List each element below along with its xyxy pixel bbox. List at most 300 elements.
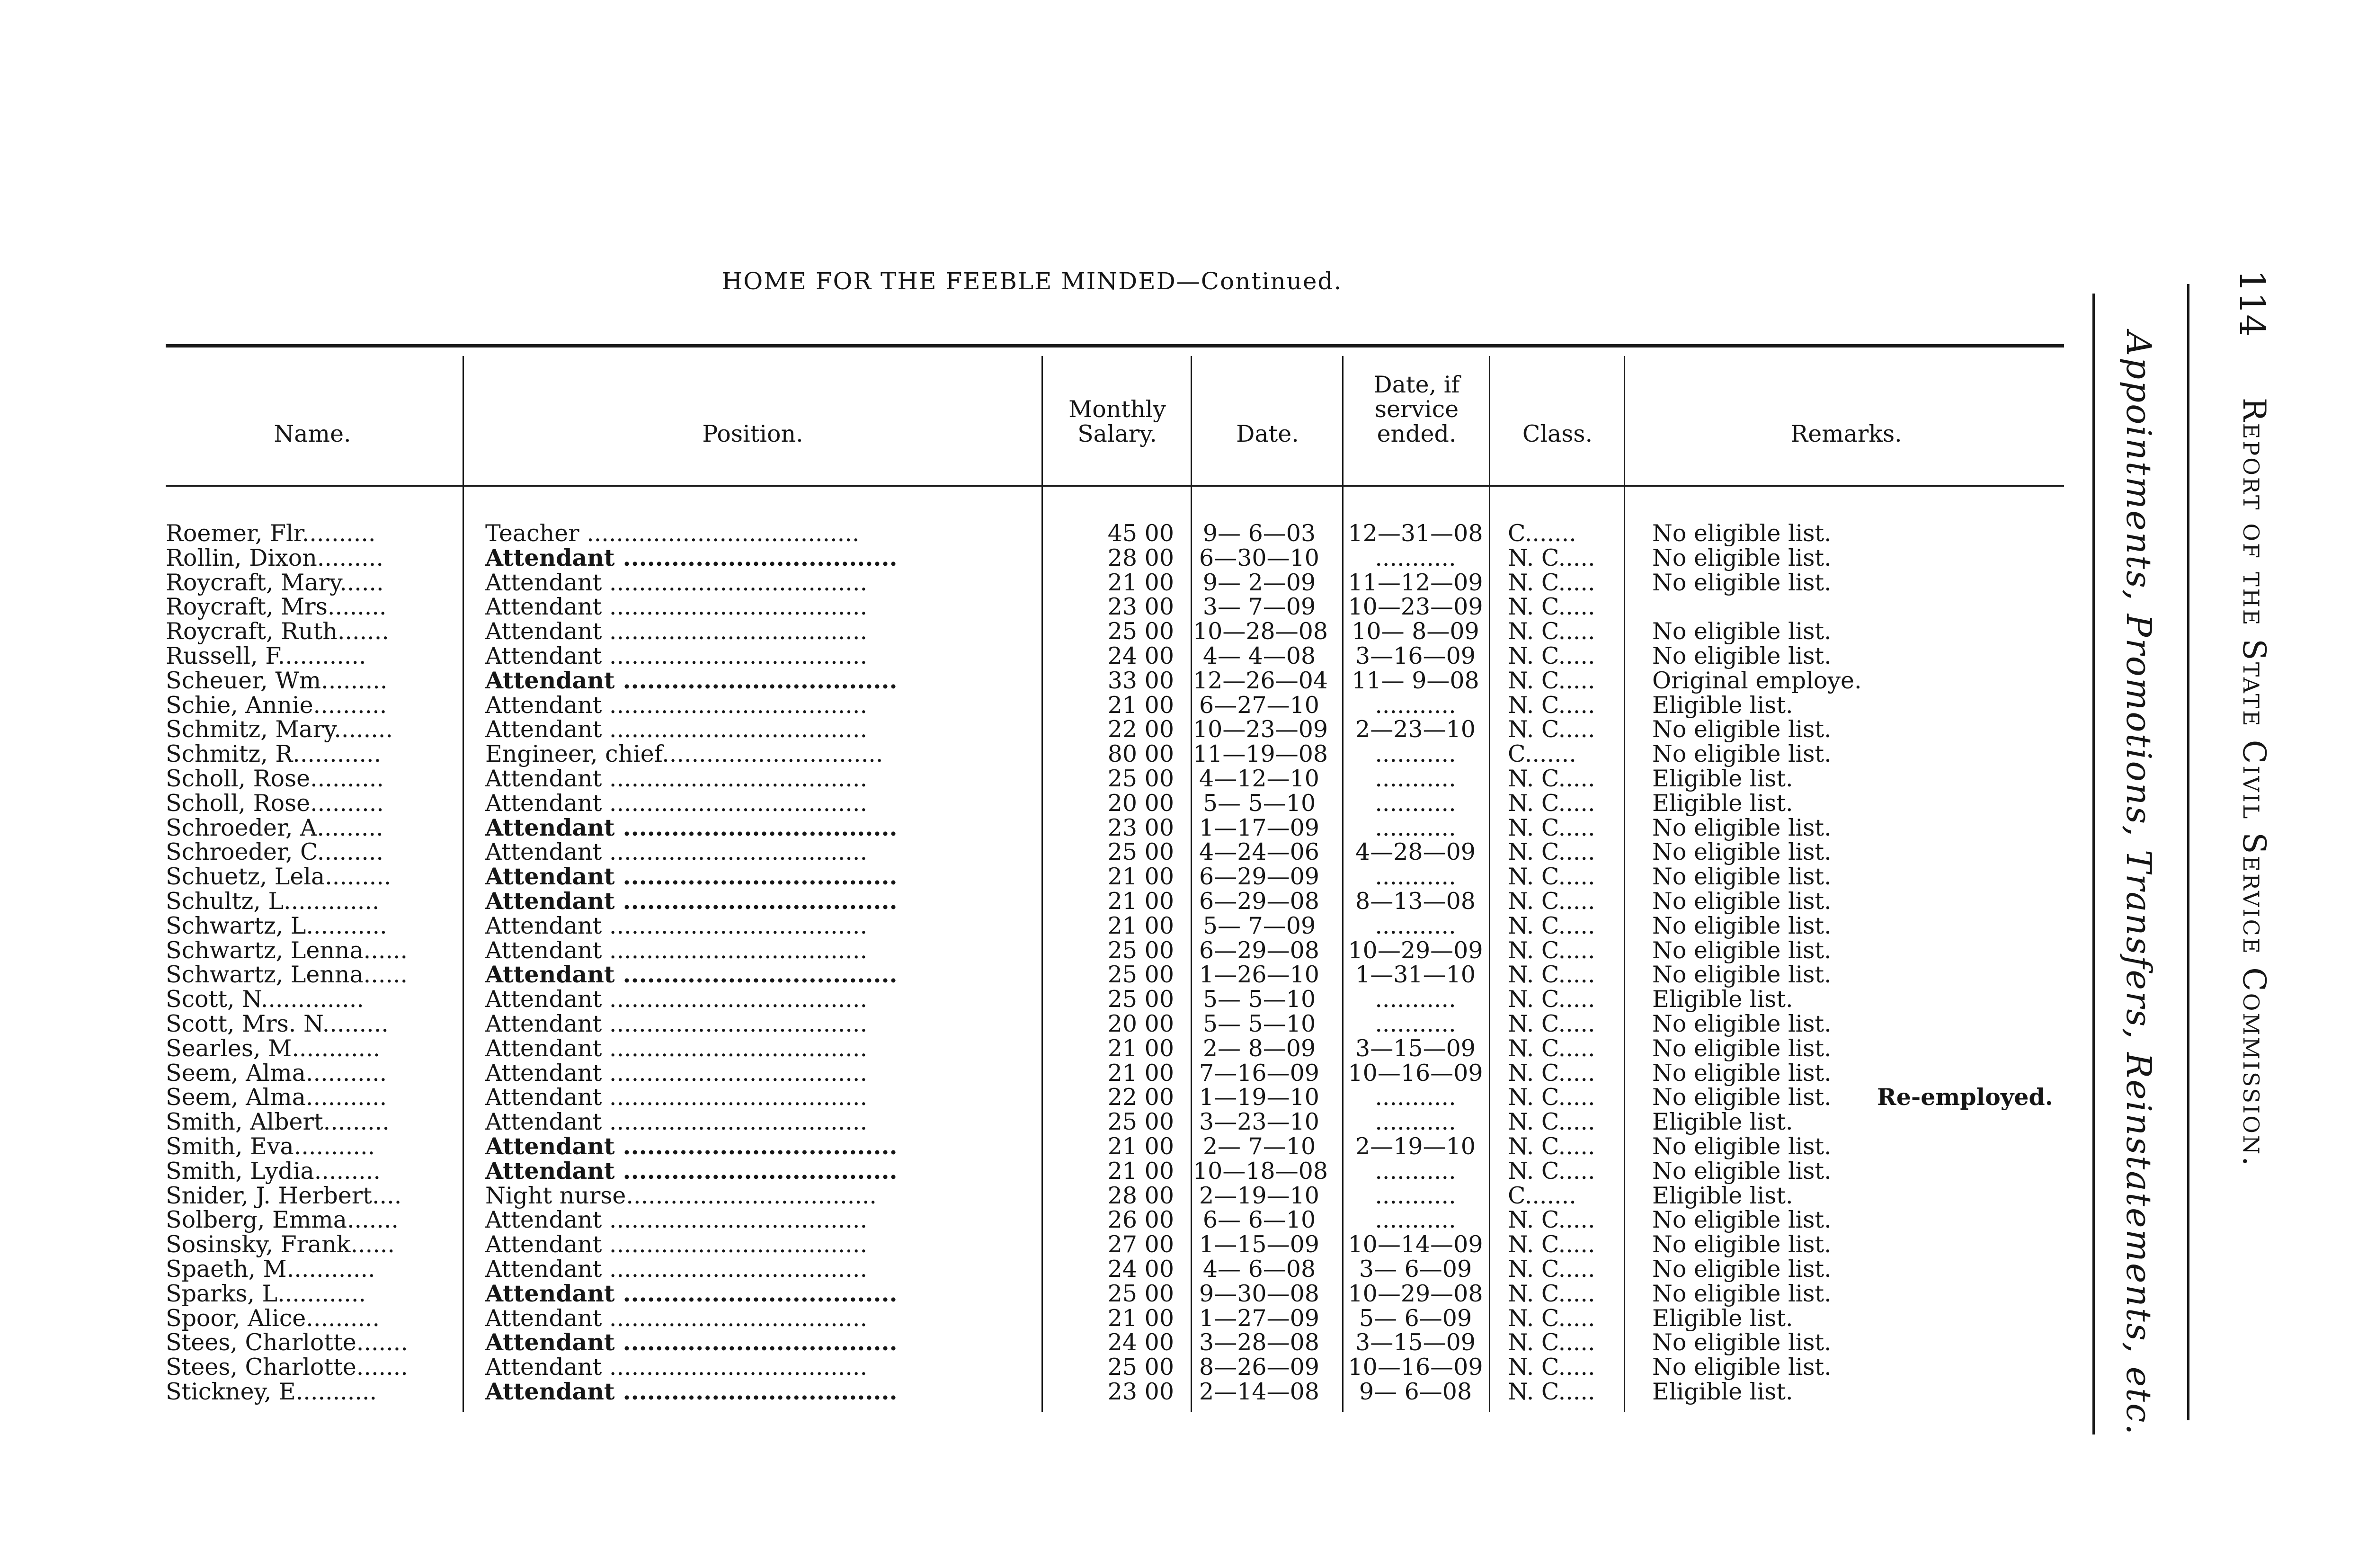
cell-date-service-ended: 12—31—08	[1348, 520, 1483, 547]
cell-date-service-ended: 2—23—10	[1355, 716, 1476, 743]
cell-class: C.......	[1508, 520, 1576, 547]
cell-date-service-ended: ...........	[1375, 863, 1456, 891]
cell-monthly-salary: 21 00	[1107, 1132, 1174, 1160]
cell-date: 1—26—10	[1199, 961, 1319, 989]
cell-monthly-salary: 25 00	[1107, 1354, 1174, 1381]
cell-date-service-ended: ...........	[1375, 814, 1456, 841]
cell-employee-name: Rollin, Dixon.........	[166, 544, 383, 571]
cell-date-service-ended: 11—12—09	[1348, 569, 1483, 596]
table-body	[0, 521, 2083, 1404]
cell-class: N. C.....	[1508, 986, 1595, 1013]
cell-monthly-salary: 80 00	[1107, 740, 1174, 768]
cell-position: Attendant ...................................	[485, 1231, 868, 1258]
cell-date-service-ended: ...........	[1375, 691, 1456, 719]
cell-class: N. C.....	[1508, 765, 1595, 792]
cell-employee-name: Roemer, Flr..........	[166, 520, 376, 547]
cell-monthly-salary: 33 00	[1107, 667, 1174, 694]
cell-position: Attendant ...................................	[485, 1108, 868, 1136]
cell-remarks: No eligible list.	[1652, 1084, 1832, 1111]
cell-employee-name: Scholl, Rose..........	[166, 789, 384, 817]
table-row	[0, 1085, 2083, 1110]
cell-date-service-ended: ...........	[1375, 544, 1456, 571]
cell-date-service-ended: ...........	[1375, 740, 1456, 768]
cell-date-service-ended: 10— 8—09	[1352, 618, 1479, 645]
page-title: HOME FOR THE FEEBLE MINDED—Continued.	[721, 267, 1343, 295]
cell-position: Attendant ...................................	[485, 642, 868, 669]
cell-remarks: No eligible list.	[1652, 961, 1832, 989]
cell-position: Attendant ...................................	[485, 1034, 868, 1062]
cell-class: N. C.....	[1508, 667, 1595, 694]
cell-class: N. C.....	[1508, 544, 1595, 571]
table-row	[0, 938, 2083, 963]
cell-monthly-salary: 21 00	[1107, 1157, 1174, 1185]
cell-remarks: No eligible list.	[1652, 1157, 1832, 1185]
cell-employee-name: Stickney, E...........	[166, 1378, 377, 1405]
cell-position: Attendant ...................................	[485, 691, 868, 719]
cell-remarks: No eligible list.	[1652, 936, 1832, 964]
cell-remarks: No eligible list.	[1652, 887, 1832, 915]
cell-remarks: No eligible list.	[1652, 544, 1832, 571]
cell-monthly-salary: 24 00	[1107, 1329, 1174, 1356]
cell-date: 3—23—10	[1199, 1108, 1319, 1136]
header-ended-line1: Date, if	[1373, 371, 1460, 398]
cell-remarks: No eligible list.	[1652, 814, 1832, 841]
cell-position: Attendant ..................................	[485, 666, 898, 694]
cell-class: N. C.....	[1508, 912, 1595, 939]
cell-employee-name: Roycraft, Mary......	[166, 569, 384, 596]
cell-monthly-salary: 21 00	[1107, 691, 1174, 719]
cell-employee-name: Roycraft, Ruth.......	[166, 618, 389, 645]
cell-remarks: No eligible list.	[1652, 1231, 1832, 1258]
cell-date-service-ended: 10—29—09	[1348, 936, 1483, 964]
table-row	[0, 864, 2083, 889]
cell-monthly-salary: 23 00	[1107, 593, 1174, 621]
cell-employee-name: Schmitz, R............	[166, 740, 382, 768]
cell-position: Attendant ...................................	[485, 716, 868, 743]
cell-employee-name: Russell, F............	[166, 642, 366, 669]
header-salary-line2: Salary.	[1077, 420, 1157, 447]
cell-date-service-ended: ...........	[1375, 1108, 1456, 1136]
cell-monthly-salary: 25 00	[1107, 1108, 1174, 1136]
cell-date-service-ended: ...........	[1375, 1182, 1456, 1209]
header-remarks: Remarks.	[1790, 420, 1902, 447]
cell-employee-name: Scott, Mrs. N.........	[166, 1010, 389, 1037]
cell-position: Attendant ...................................	[485, 1084, 868, 1111]
cell-date: 3—28—08	[1199, 1329, 1319, 1356]
cell-position: Attendant ..................................	[485, 813, 898, 841]
cell-class: N. C.....	[1508, 1108, 1595, 1136]
table-row	[0, 1159, 2083, 1184]
cell-date: 1—15—09	[1199, 1231, 1319, 1258]
cell-remarks: No eligible list.	[1652, 1280, 1832, 1307]
cell-monthly-salary: 23 00	[1107, 1378, 1174, 1405]
cell-date: 4— 4—08	[1202, 642, 1316, 669]
cell-employee-name: Spoor, Alice..........	[166, 1304, 380, 1332]
cell-remarks: Eligible list.	[1652, 1182, 1793, 1209]
cell-position: Attendant ...................................	[485, 1255, 868, 1283]
margin-rule	[2092, 294, 2095, 1434]
cell-monthly-salary: 22 00	[1107, 716, 1174, 743]
table-row	[0, 644, 2083, 668]
cell-monthly-salary: 22 00	[1107, 1084, 1174, 1111]
cell-position: Attendant ...................................	[485, 986, 868, 1013]
cell-monthly-salary: 21 00	[1107, 887, 1174, 915]
table-row	[0, 840, 2083, 864]
cell-remarks: No eligible list.	[1652, 1010, 1832, 1037]
cell-position: Attendant ..................................	[485, 863, 898, 891]
page-number: 114	[2232, 270, 2272, 337]
table-row	[0, 1061, 2083, 1086]
cell-class: N. C.....	[1508, 1132, 1595, 1160]
table-row	[0, 521, 2083, 546]
cell-date: 6—29—08	[1199, 936, 1319, 964]
cell-date: 4—12—10	[1199, 765, 1319, 792]
cell-date: 10—18—08	[1193, 1157, 1328, 1185]
table-row	[0, 962, 2083, 987]
table-row	[0, 1377, 2083, 1405]
table-row	[0, 889, 2083, 914]
cell-remarks: No eligible list.	[1652, 838, 1832, 866]
cell-monthly-salary: 45 00	[1107, 520, 1174, 547]
cell-monthly-salary: 23 00	[1107, 814, 1174, 841]
cell-date: 4— 6—08	[1202, 1255, 1316, 1283]
cell-remarks: No eligible list.	[1652, 912, 1832, 939]
cell-class: N. C.....	[1508, 961, 1595, 989]
cell-position: Attendant ..................................	[485, 887, 898, 915]
cell-class: N. C.....	[1508, 1034, 1595, 1062]
cell-date: 1—27—09	[1199, 1304, 1319, 1332]
cell-monthly-salary: 21 00	[1107, 863, 1174, 891]
cell-employee-name: Sparks, L............	[166, 1280, 366, 1307]
cell-position: Attendant ...................................	[485, 593, 868, 621]
cell-remarks: No eligible list.	[1652, 1354, 1832, 1381]
cell-extra-remark: Re-employed.	[1877, 1083, 2053, 1111]
cell-class: N. C.....	[1508, 569, 1595, 596]
table-row	[0, 570, 2083, 595]
cell-position: Attendant ...................................	[485, 838, 868, 866]
cell-position: Attendant ..................................	[485, 961, 898, 989]
table-row	[0, 717, 2083, 742]
cell-class: N. C.....	[1508, 863, 1595, 891]
cell-employee-name: Schultz, L.............	[166, 887, 380, 915]
cell-position: Attendant ...................................	[485, 765, 868, 792]
cell-position: Attendant ..................................	[485, 1328, 898, 1356]
cell-class: C.......	[1508, 1182, 1576, 1209]
cell-date-service-ended: 3— 6—09	[1359, 1255, 1472, 1283]
cell-date: 6—29—08	[1199, 887, 1319, 915]
cell-position: Attendant ...................................	[485, 1206, 868, 1234]
table-row	[0, 1184, 2083, 1208]
cell-date: 2— 8—09	[1202, 1034, 1316, 1062]
cell-date-service-ended: 4—28—09	[1355, 838, 1476, 866]
cell-date-service-ended: ...........	[1375, 912, 1456, 939]
cell-date-service-ended: 10—29—08	[1348, 1280, 1483, 1307]
cell-date: 5— 5—10	[1202, 986, 1316, 1013]
table-row	[0, 1306, 2083, 1331]
cell-date: 5— 5—10	[1202, 1010, 1316, 1037]
cell-remarks: No eligible list.	[1652, 1132, 1832, 1160]
cell-date-service-ended: ...........	[1375, 1010, 1456, 1037]
cell-monthly-salary: 28 00	[1107, 1182, 1174, 1209]
cell-monthly-salary: 25 00	[1107, 765, 1174, 792]
header-class: Class.	[1522, 420, 1593, 447]
table-top-rule	[166, 344, 2064, 347]
cell-monthly-salary: 21 00	[1107, 912, 1174, 939]
cell-employee-name: Scott, N..............	[166, 986, 364, 1013]
header-salary-line1: Monthly	[1068, 396, 1166, 423]
cell-date-service-ended: 3—15—09	[1355, 1034, 1476, 1062]
cell-remarks: No eligible list.	[1652, 1034, 1832, 1062]
cell-position: Attendant ...................................	[485, 936, 868, 964]
cell-employee-name: Stees, Charlotte.......	[166, 1329, 408, 1356]
cell-position: Attendant ..................................	[485, 1157, 898, 1185]
cell-monthly-salary: 25 00	[1107, 1280, 1174, 1307]
cell-class: N. C.....	[1508, 936, 1595, 964]
header-ended-line2: service	[1374, 396, 1459, 423]
cell-remarks: Eligible list.	[1652, 986, 1793, 1013]
cell-date: 12—26—04	[1193, 667, 1328, 694]
cell-date-service-ended: 10—14—09	[1348, 1231, 1483, 1258]
cell-monthly-salary: 25 00	[1107, 986, 1174, 1013]
cell-class: N. C.....	[1508, 1010, 1595, 1037]
cell-employee-name: Schwartz, L...........	[166, 912, 387, 939]
table-row	[0, 1134, 2083, 1159]
cell-remarks: Eligible list.	[1652, 765, 1793, 792]
table-row	[0, 693, 2083, 718]
cell-monthly-salary: 26 00	[1107, 1206, 1174, 1234]
cell-position: Attendant ...................................	[485, 569, 868, 596]
cell-employee-name: Sosinsky, Frank......	[166, 1231, 395, 1258]
table-row	[0, 619, 2083, 644]
cell-date-service-ended: 3—16—09	[1355, 642, 1476, 669]
cell-employee-name: Snider, J. Herbert....	[166, 1182, 402, 1209]
cell-class: N. C.....	[1508, 1255, 1595, 1283]
cell-remarks: Eligible list.	[1652, 789, 1793, 817]
cell-employee-name: Stees, Charlotte.......	[166, 1354, 408, 1381]
cell-remarks: Eligible list.	[1652, 691, 1793, 719]
cell-employee-name: Schmitz, Mary........	[166, 716, 393, 743]
cell-class: N. C.....	[1508, 593, 1595, 621]
cell-date-service-ended: ...........	[1375, 986, 1456, 1013]
cell-class: N. C.....	[1508, 716, 1595, 743]
cell-remarks: No eligible list.	[1652, 716, 1832, 743]
header-date: Date.	[1236, 420, 1299, 447]
table-row	[0, 668, 2083, 693]
cell-class: N. C.....	[1508, 887, 1595, 915]
cell-remarks: Eligible list.	[1652, 1378, 1793, 1405]
cell-employee-name: Schuetz, Lela.........	[166, 863, 392, 891]
cell-date-service-ended: ...........	[1375, 1206, 1456, 1234]
cell-position: Attendant ...................................	[485, 1304, 868, 1332]
cell-date: 10—23—09	[1193, 716, 1328, 743]
cell-remarks: No eligible list.	[1652, 1059, 1832, 1087]
cell-remarks: No eligible list.	[1652, 520, 1832, 547]
cell-date-service-ended: 9— 6—08	[1359, 1378, 1472, 1405]
cell-date-service-ended: 10—23—09	[1348, 593, 1483, 621]
table-row	[0, 742, 2083, 766]
section-title: Appointments, Promotions, Transfers, Reinstatements, etc.	[2119, 331, 2159, 1436]
table-row	[0, 1279, 2083, 1307]
cell-class: N. C.....	[1508, 1157, 1595, 1185]
cell-class: N. C.....	[1508, 642, 1595, 669]
cell-position: Night nurse..................................	[485, 1182, 877, 1209]
cell-employee-name: Schwartz, Lenna......	[166, 936, 408, 964]
table-row	[0, 766, 2083, 791]
cell-date-service-ended: 2—19—10	[1355, 1132, 1476, 1160]
cell-employee-name: Seem, Alma...........	[166, 1059, 387, 1087]
cell-position: Attendant ..................................	[485, 543, 898, 571]
table-row	[0, 791, 2083, 816]
cell-remarks: Eligible list.	[1652, 1108, 1793, 1136]
cell-employee-name: Seem, Alma...........	[166, 1084, 387, 1111]
cell-employee-name: Schroeder, C.........	[166, 838, 383, 866]
table-row	[0, 1257, 2083, 1282]
cell-date: 8—26—09	[1199, 1354, 1319, 1381]
margin-rule	[2187, 284, 2189, 1420]
cell-date-service-ended: ...........	[1375, 765, 1456, 792]
cell-date: 9— 6—03	[1202, 520, 1316, 547]
cell-monthly-salary: 24 00	[1107, 1255, 1174, 1283]
cell-monthly-salary: 21 00	[1107, 569, 1174, 596]
cell-date: 2—14—08	[1199, 1378, 1319, 1405]
cell-position: Attendant ...................................	[485, 789, 868, 817]
cell-class: N. C.....	[1508, 838, 1595, 866]
cell-monthly-salary: 24 00	[1107, 642, 1174, 669]
cell-class: N. C.....	[1508, 691, 1595, 719]
cell-class: N. C.....	[1508, 1206, 1595, 1234]
table-row	[0, 543, 2083, 571]
cell-employee-name: Spaeth, M............	[166, 1255, 375, 1283]
cell-class: N. C.....	[1508, 1280, 1595, 1307]
cell-class: N. C.....	[1508, 789, 1595, 817]
table-row	[0, 1232, 2083, 1257]
cell-class: N. C.....	[1508, 1329, 1595, 1356]
cell-monthly-salary: 20 00	[1107, 1010, 1174, 1037]
cell-date: 9—30—08	[1199, 1280, 1319, 1307]
cell-monthly-salary: 21 00	[1107, 1304, 1174, 1332]
cell-date-service-ended: 3—15—09	[1355, 1329, 1476, 1356]
cell-employee-name: Smith, Eva...........	[166, 1132, 375, 1160]
cell-date: 6—27—10	[1199, 691, 1319, 719]
cell-position: Attendant ...................................	[485, 912, 868, 939]
cell-date: 7—16—09	[1199, 1059, 1319, 1087]
table-row	[0, 813, 2083, 841]
cell-date: 2—19—10	[1199, 1182, 1319, 1209]
cell-position: Attendant ...................................	[485, 618, 868, 645]
cell-employee-name: Solberg, Emma.......	[166, 1206, 399, 1234]
running-title: Report of the State Civil Service Commission.	[2236, 398, 2272, 1168]
cell-date: 2— 7—10	[1202, 1132, 1316, 1160]
table-row	[0, 1208, 2083, 1232]
cell-class: N. C.....	[1508, 1084, 1595, 1111]
cell-monthly-salary: 25 00	[1107, 618, 1174, 645]
cell-monthly-salary: 27 00	[1107, 1231, 1174, 1258]
cell-class: C.......	[1508, 740, 1576, 768]
cell-date-service-ended: 10—16—09	[1348, 1059, 1483, 1087]
cell-position: Teacher .....................................	[485, 520, 860, 547]
cell-remarks: Eligible list.	[1652, 1304, 1793, 1332]
cell-date: 4—24—06	[1199, 838, 1319, 866]
cell-date-service-ended: ...........	[1375, 1084, 1456, 1111]
cell-class: N. C.....	[1508, 814, 1595, 841]
header-bottom-rule	[166, 485, 2064, 487]
header-ended-line3: ended.	[1377, 420, 1457, 447]
cell-position: Engineer, chief..............................	[485, 740, 883, 768]
cell-monthly-salary: 28 00	[1107, 544, 1174, 571]
cell-class: N. C.....	[1508, 1304, 1595, 1332]
cell-remarks: No eligible list.	[1652, 642, 1832, 669]
cell-employee-name: Smith, Lydia.........	[166, 1157, 381, 1185]
cell-remarks: No eligible list.	[1652, 569, 1832, 596]
cell-employee-name: Scholl, Rose..........	[166, 765, 384, 792]
cell-employee-name: Schroeder, A.........	[166, 814, 383, 841]
cell-position: Attendant ..................................	[485, 1377, 898, 1405]
cell-remarks: No eligible list.	[1652, 863, 1832, 891]
header-name: Name.	[274, 420, 351, 447]
cell-date: 6—29—09	[1199, 863, 1319, 891]
cell-employee-name: Roycraft, Mrs........	[166, 593, 387, 621]
cell-employee-name: Schwartz, Lenna......	[166, 961, 408, 989]
cell-monthly-salary: 21 00	[1107, 1059, 1174, 1087]
cell-remarks: No eligible list.	[1652, 618, 1832, 645]
header-position: Position.	[702, 420, 803, 447]
cell-monthly-salary: 21 00	[1107, 1034, 1174, 1062]
cell-date-service-ended: ...........	[1375, 1157, 1456, 1185]
table-row	[0, 1036, 2083, 1061]
cell-date-service-ended: 5— 6—09	[1359, 1304, 1472, 1332]
cell-date-service-ended: 8—13—08	[1355, 887, 1476, 915]
cell-employee-name: Schie, Annie..........	[166, 691, 387, 719]
cell-date-service-ended: 10—16—09	[1348, 1354, 1483, 1381]
cell-employee-name: Searles, M............	[166, 1034, 381, 1062]
cell-date: 6—30—10	[1199, 544, 1319, 571]
cell-date-service-ended: ...........	[1375, 789, 1456, 817]
cell-position: Attendant ...................................	[485, 1059, 868, 1087]
cell-class: N. C.....	[1508, 1231, 1595, 1258]
cell-monthly-salary: 25 00	[1107, 961, 1174, 989]
table-row	[0, 1355, 2083, 1380]
cell-date: 6— 6—10	[1202, 1206, 1316, 1234]
cell-remarks: No eligible list.	[1652, 1206, 1832, 1234]
cell-employee-name: Smith, Albert.........	[166, 1108, 390, 1136]
cell-date: 11—19—08	[1193, 740, 1328, 768]
table-row	[0, 914, 2083, 938]
table-row	[0, 1110, 2083, 1134]
cell-date-service-ended: 1—31—10	[1355, 961, 1476, 989]
cell-remarks: No eligible list.	[1652, 740, 1832, 768]
cell-remarks: No eligible list.	[1652, 1255, 1832, 1283]
table-row	[0, 1012, 2083, 1036]
cell-monthly-salary: 25 00	[1107, 838, 1174, 866]
cell-date: 10—28—08	[1193, 618, 1328, 645]
cell-remarks: Original employe.	[1652, 667, 1862, 694]
cell-monthly-salary: 20 00	[1107, 789, 1174, 817]
cell-date-service-ended: 11— 9—08	[1352, 667, 1479, 694]
cell-position: Attendant ...................................	[485, 1010, 868, 1037]
table-row	[0, 987, 2083, 1012]
cell-date: 1—17—09	[1199, 814, 1319, 841]
cell-date: 9— 2—09	[1202, 569, 1316, 596]
table-row	[0, 595, 2083, 619]
cell-monthly-salary: 25 00	[1107, 936, 1174, 964]
cell-class: N. C.....	[1508, 1059, 1595, 1087]
cell-employee-name: Scheuer, Wm.........	[166, 667, 388, 694]
cell-class: N. C.....	[1508, 1378, 1595, 1405]
cell-position: Attendant ..................................	[485, 1279, 898, 1307]
cell-class: N. C.....	[1508, 618, 1595, 645]
cell-position: Attendant ...................................	[485, 1354, 868, 1381]
cell-position: Attendant ..................................	[485, 1132, 898, 1160]
